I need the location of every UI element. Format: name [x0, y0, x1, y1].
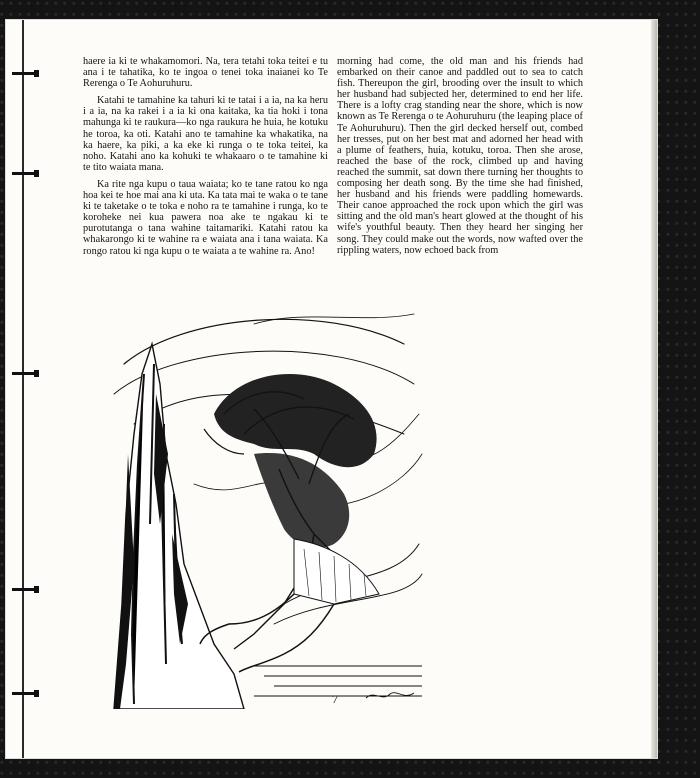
paragraph: Ka rite nga kupu o taua waiata; ko te tane ratou ko nga hoa kei te hoe mai ana ki uta. Ka tata mai te waka o te tane ki te taketake o te toka e noho ra te tamahine i runga, ko te koroheke nei kua pawera noa ake te ngakau ki te purotutanga o tana wahine taitamariki. Katahi ratou ka whakarongo ki te wahine ra e waiata ana i tana waiata. Ka rongo ratou ki nga kupu o te waiata a te wahine ra. Ano!	[83, 178, 328, 257]
illustration-girl-leaping-from-cliff	[104, 304, 424, 709]
maori-text-column	[83, 56, 328, 263]
binding-staple	[12, 692, 36, 695]
paragraph: haere ia ki te whakamomori. Na, tera tetahi toka teitei e tu ana i te tahatika, ko te ingoa o tenei toka inaianei ko Te Rerenga o Te Aohuruhuru.	[83, 56, 328, 90]
document-page	[6, 20, 657, 758]
paragraph: morning had come, the old man and his friends had embarked on their canoe and paddled out to sea to catch fish. Thereupon the girl, brooding over the insult to which her husband had subjected her, determined to end her life. There is a lofty crag standing near the shore, which is now known as Te Rerenga o te Aohuruhuru (the leaping place of Te Aohuruhuru). Then the girl decked herself out, combed her tresses, put on her best mat and adorned her head with a plume of feathers, huia, kotuku, toroa. Then she arose, reached the base of the rock, climbed up and having reached the summit, sat down there turning her thoughts to composing her death song. By the time she had finished, her husband and his friends were paddling homewards. Their canoe approached the rock upon which the girl was sitting and the old man's heart glowed at the thought of his wife's youthful beauty. Then they heard her singing her song. They could make out the words, now wafted over the rippling waters, now echoed back from	[337, 56, 583, 256]
page-edge-shadow	[651, 20, 657, 758]
page-number: 7	[332, 692, 338, 706]
paragraph: Katahi te tamahine ka tahuri ki te tatai i a ia, na ka heru i a ia, na ka rakei i a ia ki ona kaitaka, ka tia hoki i tona mahunga ki te raukura—ko nga raukura he huia, he kotuku he toroa, ka oti. Katahi ano te tamahine ka whakatika, na ka haere, ka piki, a ka eke ki runga o te toka teitei, ka noho. Katahi ano ka kohuki te whakaaro o te tamahine ki te tito waiata mana.	[83, 95, 328, 173]
binding-staple	[12, 372, 36, 375]
binding-line	[22, 20, 24, 758]
binding-staple	[12, 588, 36, 591]
binding-staple	[12, 72, 36, 75]
binding-staple	[12, 172, 36, 175]
english-text-column	[337, 56, 583, 262]
